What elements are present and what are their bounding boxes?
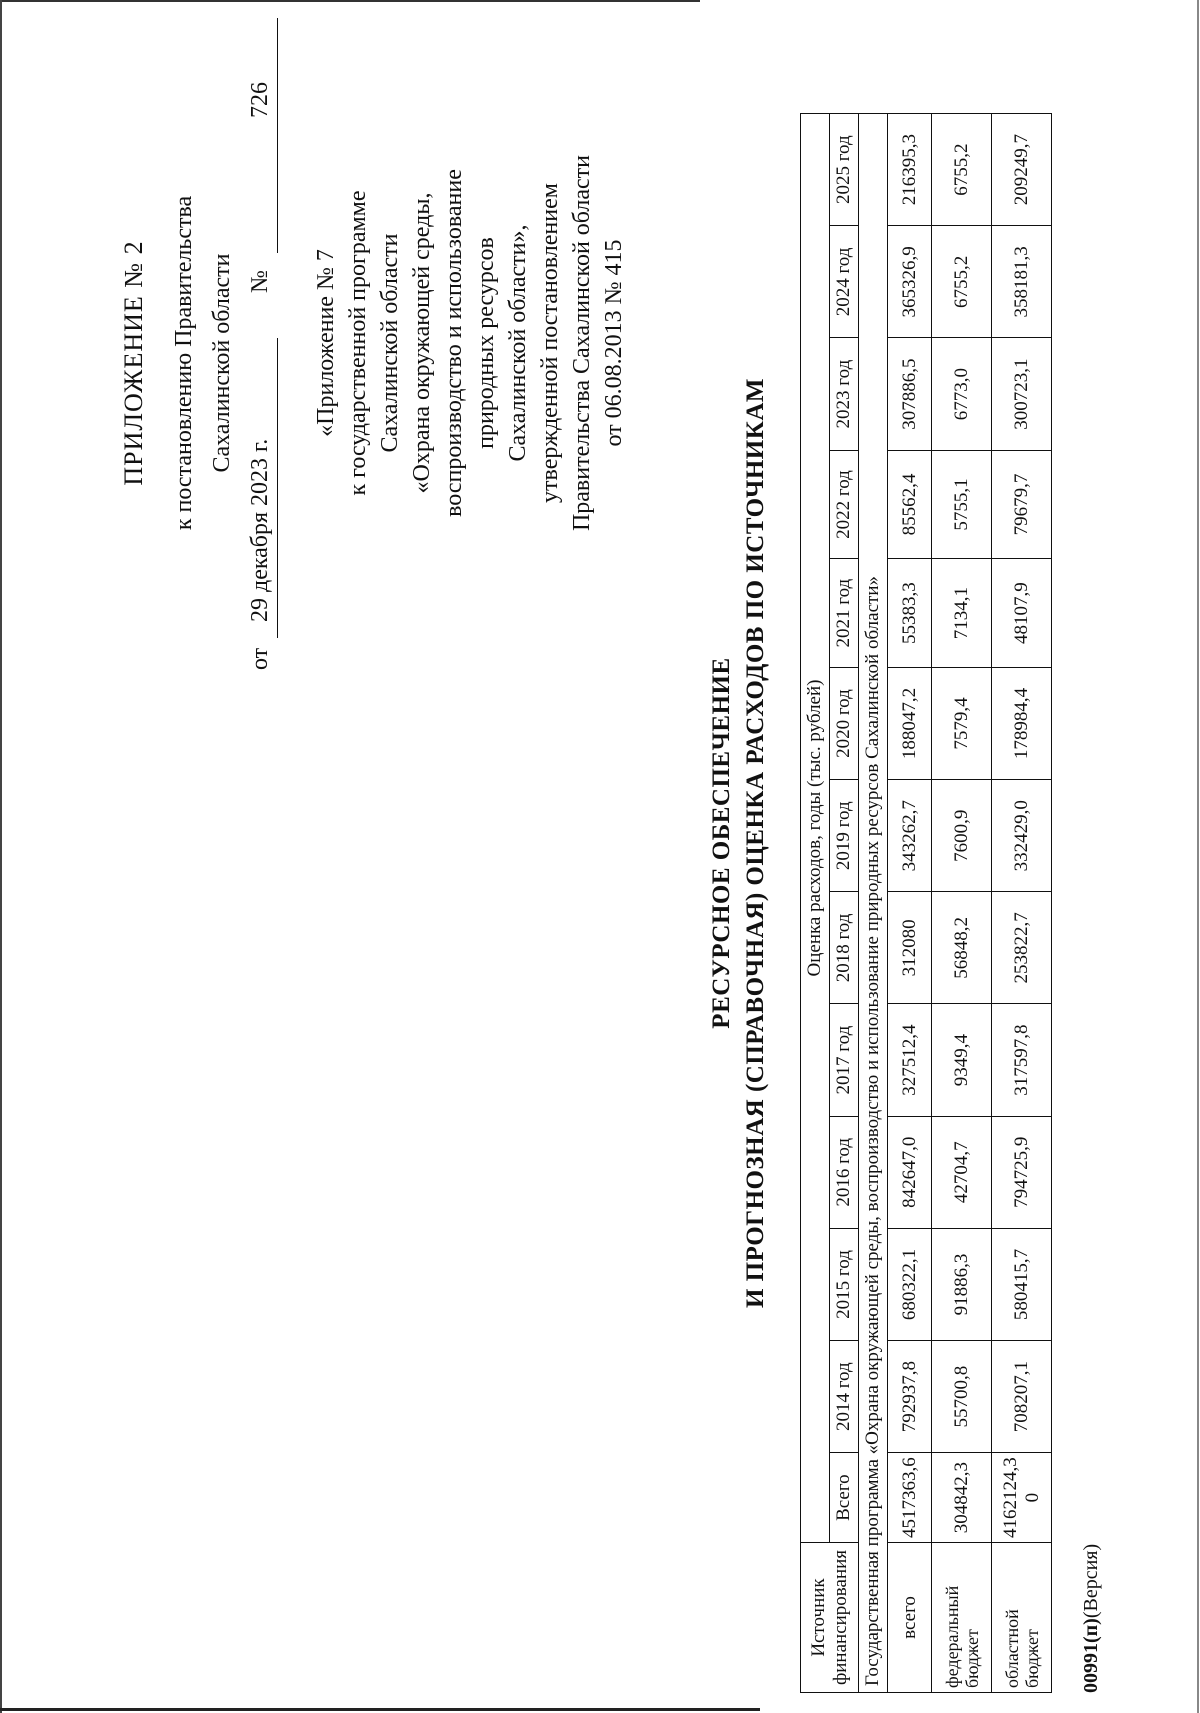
footer-version: (Версия) <box>1080 1543 1102 1619</box>
value-cell: 312080 <box>888 892 932 1004</box>
value-cell: 253822,7 <box>992 892 1052 1004</box>
source-cell: всего <box>888 1543 932 1693</box>
value-cell: 7600,9 <box>932 780 992 892</box>
annex-line: «Приложение № 7 <box>313 249 339 437</box>
footer-document-code <box>1080 1544 1103 1693</box>
source-header-cell: Источник финансирования <box>801 1543 859 1693</box>
number-prefix: № <box>247 270 273 293</box>
date-value: 29 декабря 2023 г. <box>247 438 273 622</box>
value-cell: 7579,4 <box>932 667 992 779</box>
footer-code: 00991(п) <box>1080 1618 1102 1693</box>
title-line-1: РЕСУРСНОЕ ОБЕСПЕЧЕНИЕ <box>708 657 735 1029</box>
column-header: 2018 год <box>830 892 859 1004</box>
value-cell: 9349,4 <box>932 1004 992 1116</box>
column-header: 2022 год <box>830 450 859 559</box>
annex-line: к государственной программе <box>345 190 371 496</box>
number-value: 726 <box>247 82 273 118</box>
value-cell: 365326,9 <box>888 226 932 338</box>
value-cell: 85562,4 <box>888 450 932 559</box>
estimate-header-cell: Оценка расходов, годы (тыс. рублей) <box>801 114 830 1543</box>
value-cell: 792937,8 <box>888 1341 932 1453</box>
column-header: 2020 год <box>830 667 859 779</box>
annex-line: Сахалинской области», <box>505 224 531 462</box>
resolution-line-2: Сахалинской области <box>209 253 235 473</box>
value-cell: 55700,8 <box>932 1341 992 1453</box>
value-cell: 327512,4 <box>888 1004 932 1116</box>
source-cell: федеральный бюджет <box>932 1543 992 1693</box>
resolution-line-1: к постановлению Правительства <box>171 195 197 531</box>
resolution-header <box>115 23 241 703</box>
date-number-line <box>240 18 280 678</box>
value-cell: 209249,7 <box>992 114 1052 226</box>
source-cell: областной бюджет <box>992 1543 1052 1693</box>
value-cell: 7134,1 <box>932 559 992 668</box>
column-header: 2016 год <box>830 1116 859 1228</box>
column-header: 2023 год <box>830 338 859 450</box>
value-cell: 358181,3 <box>992 226 1052 338</box>
column-header: 2015 год <box>830 1228 859 1340</box>
value-cell: 307886,5 <box>888 338 932 450</box>
value-cell: 42704,7 <box>932 1116 992 1228</box>
appendix-title: ПРИЛОЖЕНИЕ № 2 <box>119 240 148 486</box>
value-cell: 56848,2 <box>932 892 992 1004</box>
value-cell: 317597,8 <box>992 1004 1052 1116</box>
value-cell: 4162124,3 0 <box>992 1453 1052 1543</box>
annex-line: природных ресурсов <box>473 237 499 449</box>
value-cell: 708207,1 <box>992 1341 1052 1453</box>
value-cell: 794725,9 <box>992 1116 1052 1228</box>
column-header: 2014 год <box>830 1341 859 1453</box>
annex-reference <box>310 23 630 663</box>
date-prefix: от <box>247 647 273 670</box>
annex-line: воспроизводство и использование <box>441 169 467 517</box>
date-underline <box>277 338 278 638</box>
annex-line: утвержденной постановлением <box>537 183 563 503</box>
title-line-2: И ПРОГНОЗНАЯ (СПРАВОЧНАЯ) ОЦЕНКА РАСХОДОВ ПО ИСТОЧНИКАМ <box>742 377 769 1309</box>
table-header-row <box>801 114 830 1693</box>
document-title <box>705 63 773 1623</box>
table-columns-row <box>830 114 859 1693</box>
value-cell: 842647,0 <box>888 1116 932 1228</box>
column-header: 2017 год <box>830 1004 859 1116</box>
column-header: 2024 год <box>830 226 859 338</box>
value-cell: 300723,1 <box>992 338 1052 450</box>
value-cell: 332429,0 <box>992 780 1052 892</box>
column-header: Всего <box>830 1453 859 1543</box>
table-row <box>888 114 932 1693</box>
column-header: 2021 год <box>830 559 859 668</box>
annex-line: Сахалинской области <box>377 233 403 453</box>
column-header: 2025 год <box>830 114 859 226</box>
value-cell: 5755,1 <box>932 450 992 559</box>
value-cell: 680322,1 <box>888 1228 932 1340</box>
value-cell: 178984,4 <box>992 667 1052 779</box>
program-name-cell: Государственная программа «Охрана окружающей среды, воспроизводство и использование природных ресурсов Сахалинской области» <box>859 114 888 1693</box>
column-header: 2019 год <box>830 780 859 892</box>
value-cell: 91886,3 <box>932 1228 992 1340</box>
value-cell: 343262,7 <box>888 780 932 892</box>
value-cell: 48107,9 <box>992 559 1052 668</box>
annex-line: Правительства Сахалинской области <box>569 154 595 532</box>
number-underline <box>277 18 278 253</box>
value-cell: 4517363,6 <box>888 1453 932 1543</box>
value-cell: 6755,2 <box>932 226 992 338</box>
annex-line: «Охрана окружающей среды, <box>409 192 435 494</box>
program-row <box>859 114 888 1693</box>
annex-line: от 06.08.2013 № 415 <box>601 239 627 447</box>
table-row <box>992 114 1052 1693</box>
value-cell: 55383,3 <box>888 559 932 668</box>
value-cell: 216395,3 <box>888 114 932 226</box>
resource-table <box>800 113 1052 1693</box>
value-cell: 304842,3 <box>932 1453 992 1543</box>
value-cell: 79679,7 <box>992 450 1052 559</box>
value-cell: 6773,0 <box>932 338 992 450</box>
value-cell: 580415,7 <box>992 1228 1052 1340</box>
value-cell: 188047,2 <box>888 667 932 779</box>
table-row <box>932 114 992 1693</box>
value-cell: 6755,2 <box>932 114 992 226</box>
